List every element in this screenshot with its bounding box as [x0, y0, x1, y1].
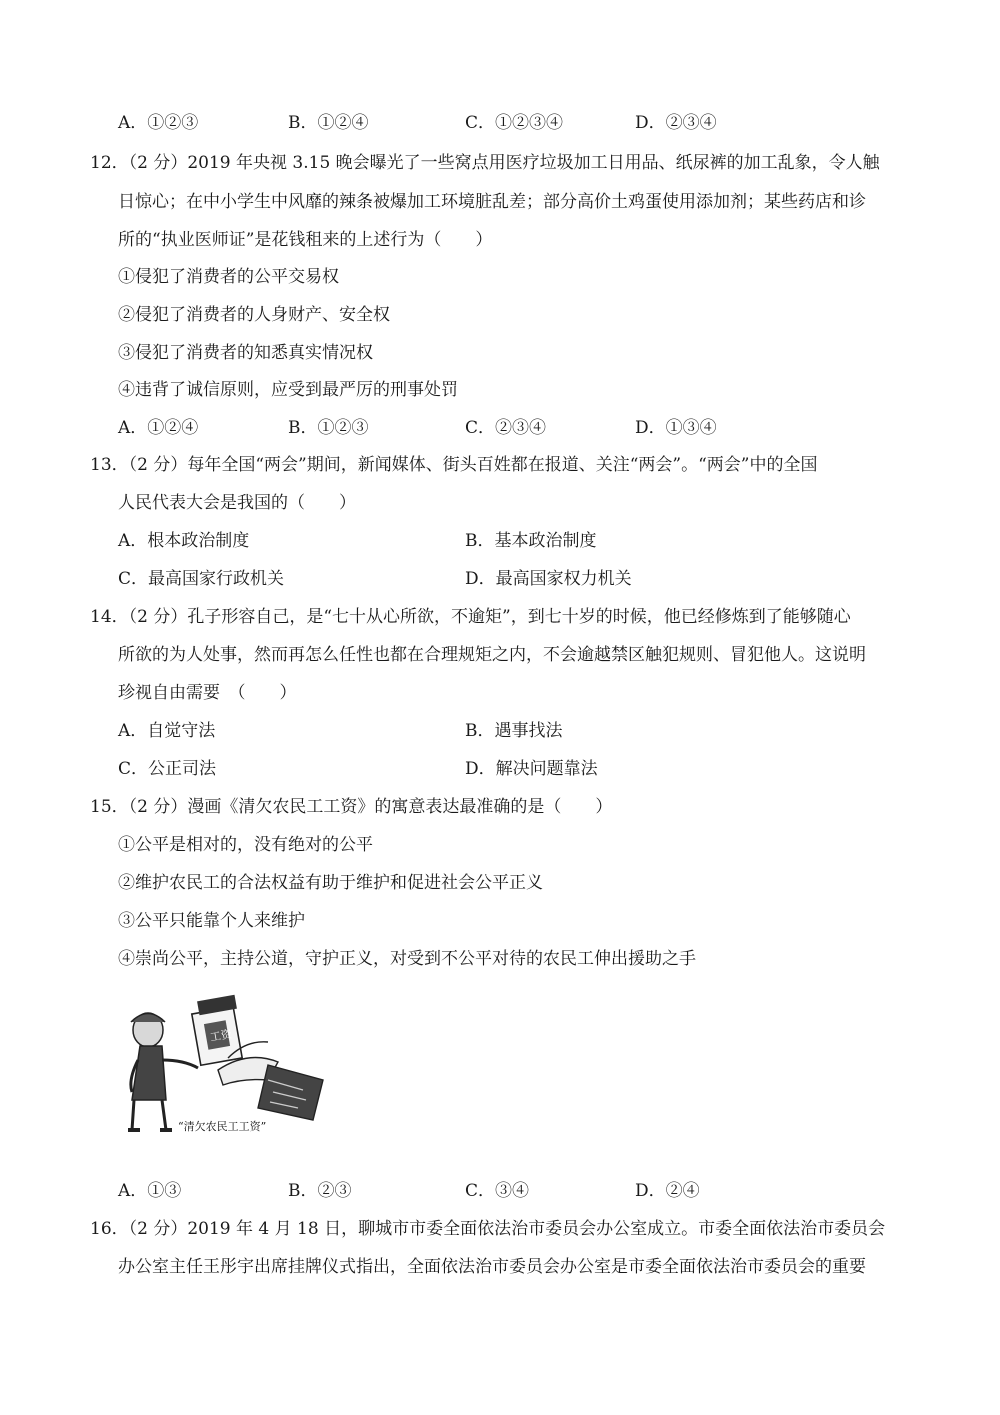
- wage-box: [192, 995, 242, 1065]
- q12-option-d: D．①③④: [635, 418, 717, 438]
- q13-stem-line1: 13．（2 分）每年全国“两会”期间，新闻媒体、街头百姓都在报道、关注“两会”。“两会”中的全国: [90, 455, 818, 475]
- q13-option-d: D．最高国家权力机关: [465, 569, 632, 589]
- q16-stem-line1: 16．（2 分）2019 年 4 月 18 日，聊城市市委全面依法治市委员会办公室成立。市委全面依法治市委员会: [90, 1219, 886, 1239]
- q15-option-c: C．③④: [465, 1181, 530, 1201]
- q14-option-c: C．公正司法: [118, 759, 217, 779]
- q12-stem-line1: 12．（2 分）2019 年央视 3.15 晚会曝光了一些窝点用医疗垃圾加工日用品、纸尿裤的加工乱象，令人触: [90, 153, 880, 173]
- q11-option-b: B．①②④: [288, 113, 369, 133]
- q13-option-c: C．最高国家行政机关: [118, 569, 285, 589]
- q14-stem-line2: 所欲的为人处事，然而再怎么任性也都在合理规矩之内，不会逾越禁区触犯规则、冒犯他人。这说明: [118, 645, 866, 665]
- q15-statement-3: ③公平只能靠个人来维护: [118, 911, 305, 931]
- q13-stem-line2: 人民代表大会是我国的（ ）: [118, 493, 356, 513]
- q13-option-b: B．基本政治制度: [465, 531, 597, 551]
- q14-stem-line3: 珍视自由需要 （ ）: [118, 683, 297, 703]
- q11-option-d: D．②③④: [635, 113, 717, 133]
- wage-box-label: 工资: [209, 1027, 233, 1045]
- q12-statement-2: ②侵犯了消费者的人身财产、安全权: [118, 305, 390, 325]
- cartoon-image: [118, 980, 338, 1145]
- q13-option-a: A．根本政治制度: [118, 531, 250, 551]
- q12-option-c: C．②③④: [465, 418, 547, 438]
- q12-stem-line3: 所的“执业医师证”是花钱租来的上述行为（ ）: [118, 230, 493, 250]
- q16-stem-line2: 办公室主任王彤宇出席挂牌仪式指出，全面依法治市委员会办公室是市委全面依法治市委员会的重要: [118, 1257, 866, 1277]
- q15-statement-4: ④崇尚公平，主持公道，守护正义，对受到不公平对待的农民工伸出援助之手: [118, 949, 696, 969]
- worker-figure: [128, 1013, 198, 1130]
- q15-stem-line1: 15．（2 分）漫画《清欠农民工工资》的寓意表达最准确的是（ ）: [90, 797, 613, 817]
- q14-option-d: D．解决问题靠法: [465, 759, 598, 779]
- q15-option-d: D．②④: [635, 1181, 700, 1201]
- q12-statement-3: ③侵犯了消费者的知悉真实情况权: [118, 343, 373, 363]
- q12-statement-1: ①侵犯了消费者的公平交易权: [118, 267, 339, 287]
- hands-illustration: [218, 1042, 323, 1120]
- q15-statement-2: ②维护农民工的合法权益有助于维护和促进社会公平正义: [118, 873, 543, 893]
- q12-option-b: B．①②③: [288, 418, 369, 438]
- q15-statement-1: ①公平是相对的，没有绝对的公平: [118, 835, 373, 855]
- q14-option-b: B．遇事找法: [465, 721, 563, 741]
- q11-option-c: C．①②③④: [465, 113, 564, 133]
- q14-stem-line1: 14．（2 分）孔子形容自己，是“七十从心所欲，不逾矩”，到七十岁的时候，他已经修炼到了能够随心: [90, 607, 851, 627]
- cartoon-caption: “清欠农民工工资”: [178, 1120, 267, 1133]
- q12-stem-line2: 日惊心；在中小学生中风靡的辣条被爆加工环境脏乱差；部分高价土鸡蛋使用添加剂；某些药店和诊: [118, 192, 866, 212]
- q14-option-a: A．自觉守法: [118, 721, 216, 741]
- q15-option-b: B．②③: [288, 1181, 352, 1201]
- q11-option-a: A．①②③: [118, 113, 199, 133]
- q15-option-a: A．①③: [118, 1181, 182, 1201]
- q12-statement-4: ④违背了诚信原则，应受到最严厉的刑事处罚: [118, 380, 458, 400]
- q12-option-a: A．①②④: [118, 418, 199, 438]
